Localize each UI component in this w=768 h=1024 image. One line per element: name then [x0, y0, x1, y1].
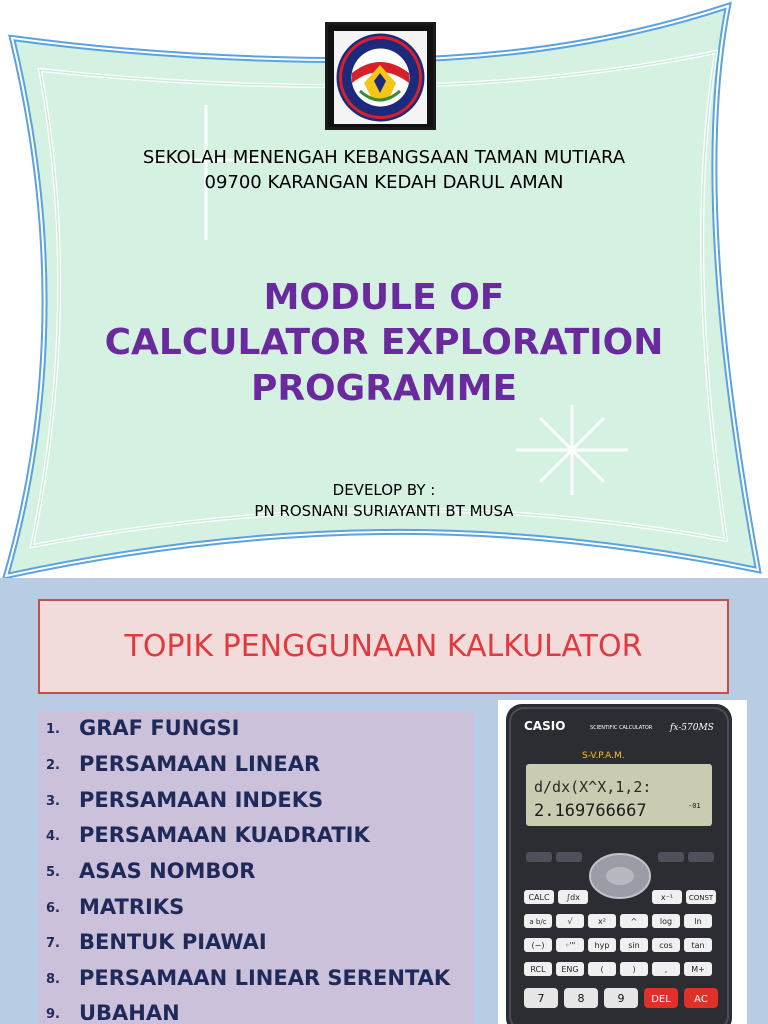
calculator-icon — [498, 700, 747, 1024]
topics-slide — [0, 578, 768, 1024]
topic-heading-box — [38, 599, 729, 694]
title-line-1: MODULE OF — [263, 277, 505, 318]
svg-text:∫dx: ∫dx — [566, 893, 580, 902]
list-item — [38, 752, 474, 782]
title-line-2: CALCULATOR EXPLORATION — [104, 322, 664, 363]
svg-text:x²: x² — [598, 917, 606, 926]
list-item — [38, 859, 474, 889]
list-number: 4. — [46, 829, 60, 844]
model-number: fx-570MS — [670, 723, 714, 733]
school-address: 09700 KARANGAN KEDAH DARUL AMAN — [204, 172, 564, 193]
svg-text:8: 8 — [577, 992, 585, 1005]
list-label: BENTUK PIAWAI — [79, 930, 267, 954]
svg-text:M+: M+ — [691, 965, 705, 974]
svg-text:√: √ — [567, 917, 573, 926]
model-label: SCIENTIFIC CALCULATOR — [590, 725, 653, 731]
list-item — [38, 930, 474, 960]
svg-text:log: log — [659, 917, 673, 926]
list-item — [38, 1001, 474, 1024]
topic-heading: TOPIK PENGGUNAAN KALKULATOR — [124, 629, 643, 664]
svg-text:(: ( — [600, 965, 604, 974]
svg-text:CALC: CALC — [528, 893, 550, 902]
list-label: PERSAMAAN KUADRATIK — [79, 823, 370, 847]
svg-text:): ) — [632, 965, 636, 974]
list-number: 6. — [46, 901, 60, 916]
author-name: PN ROSNANI SURIAYANTI BT MUSA — [254, 502, 514, 520]
svg-text:tan: tan — [691, 941, 705, 950]
svg-text:7: 7 — [537, 992, 545, 1005]
list-label: ASAS NOMBOR — [79, 859, 256, 883]
list-label: GRAF FUNGSI — [79, 716, 240, 740]
list-label: MATRIKS — [79, 895, 185, 919]
svg-text:cos: cos — [659, 941, 673, 950]
list-number: 5. — [46, 865, 60, 880]
list-item — [38, 895, 474, 925]
svg-text:a b/c: a b/c — [529, 918, 547, 926]
list-label: PERSAMAAN LINEAR — [79, 752, 321, 776]
svg-text:hyp: hyp — [594, 941, 610, 950]
list-label: UBAHAN — [79, 1001, 180, 1024]
list-item — [38, 966, 474, 996]
svg-text:,: , — [664, 965, 668, 974]
list-number: 9. — [46, 1007, 60, 1022]
list-number: 8. — [46, 972, 60, 987]
brand-label: CASIO — [524, 719, 566, 733]
svg-text:sin: sin — [628, 941, 640, 950]
display-expression: d/dx(X^X,1,2: — [534, 778, 652, 796]
calculator-image — [498, 700, 747, 1024]
list-number: 7. — [46, 936, 60, 951]
list-number: 1. — [46, 722, 60, 737]
svg-text:^: ^ — [630, 917, 638, 926]
list-label: PERSAMAAN INDEKS — [79, 788, 324, 812]
svg-text:DEL: DEL — [651, 994, 671, 1005]
list-number: 2. — [46, 758, 60, 773]
list-number: 3. — [46, 794, 60, 809]
school-crest-icon — [334, 31, 427, 124]
topic-list — [38, 711, 474, 1024]
svg-text:x⁻¹: x⁻¹ — [660, 893, 674, 902]
svg-text:CONST: CONST — [688, 894, 714, 902]
list-item — [38, 716, 474, 746]
svg-text:ln: ln — [694, 917, 702, 926]
svg-text:◦'": ◦'" — [564, 941, 576, 950]
school-logo — [325, 22, 436, 130]
title-line-3: PROGRAMME — [250, 368, 518, 409]
list-label: PERSAMAAN LINEAR SERENTAK — [79, 966, 451, 990]
develop-by-label: DEVELOP BY : — [332, 481, 436, 499]
svg-text:RCL: RCL — [530, 965, 546, 974]
svg-text:(−): (−) — [531, 941, 545, 950]
svg-text:ENG: ENG — [561, 965, 579, 974]
display-result: 2.169766667 — [534, 801, 647, 821]
svg-text:9: 9 — [617, 992, 625, 1005]
school-name: SEKOLAH MENENGAH KEBANGSAAN TAMAN MUTIARA — [142, 147, 626, 168]
svpam-label: S-V.P.A.M. — [582, 751, 625, 761]
list-item — [38, 788, 474, 818]
svg-text:AC: AC — [694, 994, 708, 1005]
display-exponent: -01 — [688, 802, 701, 810]
list-item — [38, 823, 474, 853]
